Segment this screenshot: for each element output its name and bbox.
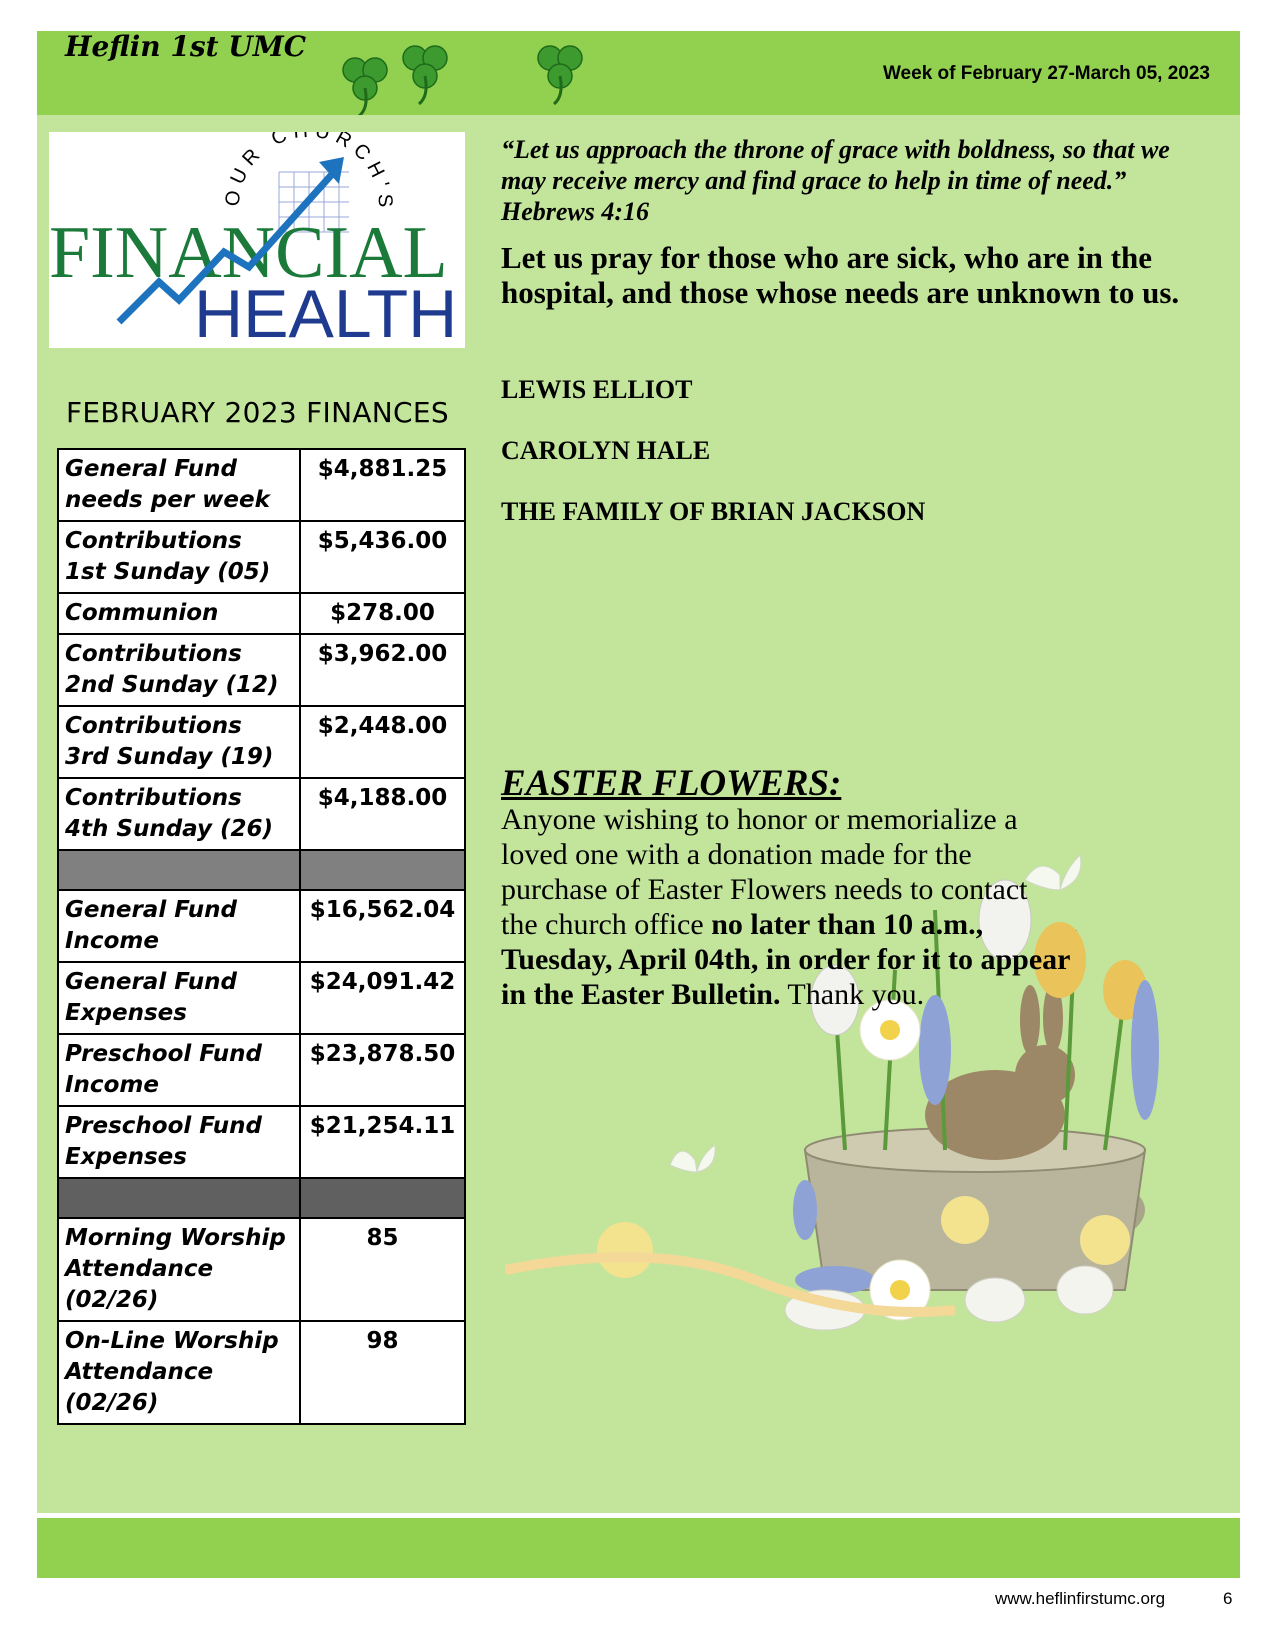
row-label: General Fund Income — [58, 890, 300, 962]
table-row — [58, 1106, 465, 1178]
prayer-name: LEWIS ELLIOT — [501, 375, 693, 404]
scripture-quote: “Let us approach the throne of grace with boldness, so that we may receive mercy and find grace to help in time of need.” Hebrews 4:16 — [501, 135, 1170, 226]
row-label: Contributions 3rd Sunday (19) — [58, 706, 300, 778]
page-number: 6 — [1223, 1589, 1233, 1608]
website-url[interactable]: www.heflinfirstumc.org — [995, 1589, 1166, 1608]
table-row — [58, 449, 465, 521]
prayer-name: THE FAMILY OF BRIAN JACKSON — [501, 497, 926, 526]
prayer-name: CAROLYN HALE — [501, 436, 711, 465]
table-row — [58, 521, 465, 593]
logo-word-health: HEALTH — [194, 276, 458, 348]
row-amount: $2,448.00 — [300, 706, 465, 778]
row-label: Communion — [58, 593, 300, 634]
row-label: Preschool Fund Expenses — [58, 1106, 300, 1178]
prayer-list — [501, 375, 925, 558]
row-label: Contributions 4th Sunday (26) — [58, 778, 300, 850]
prayer-request: Let us pray for those who are sick, who are in the hospital, and those whose needs are unknown to us. — [501, 240, 1180, 310]
row-amount: $4,188.00 — [300, 778, 465, 850]
row-amount: $4,881.25 — [300, 449, 465, 521]
table-row — [58, 1321, 465, 1424]
church-name: Heflin 1st UMC — [65, 30, 306, 63]
row-amount: $3,962.00 — [300, 634, 465, 706]
row-amount: $24,091.42 — [300, 962, 465, 1034]
financial-health-logo — [49, 132, 465, 348]
finances-table — [57, 448, 466, 1425]
table-row — [58, 1218, 465, 1321]
logo-arc-text: OUR C URCH'S — [221, 132, 397, 214]
row-label: Contributions 1st Sunday (05) — [58, 521, 300, 593]
shamrock-icon — [343, 46, 582, 116]
table-row — [58, 962, 465, 1034]
shamrock-decoration — [335, 26, 635, 116]
row-label: General Fund Expenses — [58, 962, 300, 1034]
row-label: Preschool Fund Income — [58, 1034, 300, 1106]
footer-bar — [37, 1518, 1240, 1578]
table-row — [58, 593, 465, 634]
row-label: On-Line Worship Attendance (02/26) — [58, 1321, 300, 1424]
finances-heading: FEBRUARY 2023 FINANCES — [66, 396, 449, 429]
row-amount: 98 — [300, 1321, 465, 1424]
table-row — [58, 1034, 465, 1106]
easter-flowers-title: EASTER FLOWERS: — [501, 763, 842, 804]
separator-row — [58, 1178, 465, 1218]
logo-word-financial: FINANCIAL — [49, 212, 448, 294]
row-label: Contributions 2nd Sunday (12) — [58, 634, 300, 706]
row-amount: $23,878.50 — [300, 1034, 465, 1106]
row-amount: $5,436.00 — [300, 521, 465, 593]
row-amount: $278.00 — [300, 593, 465, 634]
table-row — [58, 890, 465, 962]
table-row — [58, 634, 465, 706]
week-label: Week of February 27-March 05, 2023 — [882, 63, 1210, 84]
row-amount: $21,254.11 — [300, 1106, 465, 1178]
row-label: Morning Worship Attendance (02/26) — [58, 1218, 300, 1321]
table-row — [58, 778, 465, 850]
easter-flowers-body: Anyone wishing to honor or memorialize a loved one with a donation made for the purchase of Easter Flowers needs to contact the church office no later than 10 a.m., Tuesday, April 04th, in order for it to appear in the Easter Bulletin. Thank you. — [501, 803, 1070, 1011]
table-row — [58, 706, 465, 778]
separator-row — [58, 850, 465, 890]
row-amount: 85 — [300, 1218, 465, 1321]
row-label: General Fund needs per week — [58, 449, 300, 521]
row-amount: $16,562.04 — [300, 890, 465, 962]
